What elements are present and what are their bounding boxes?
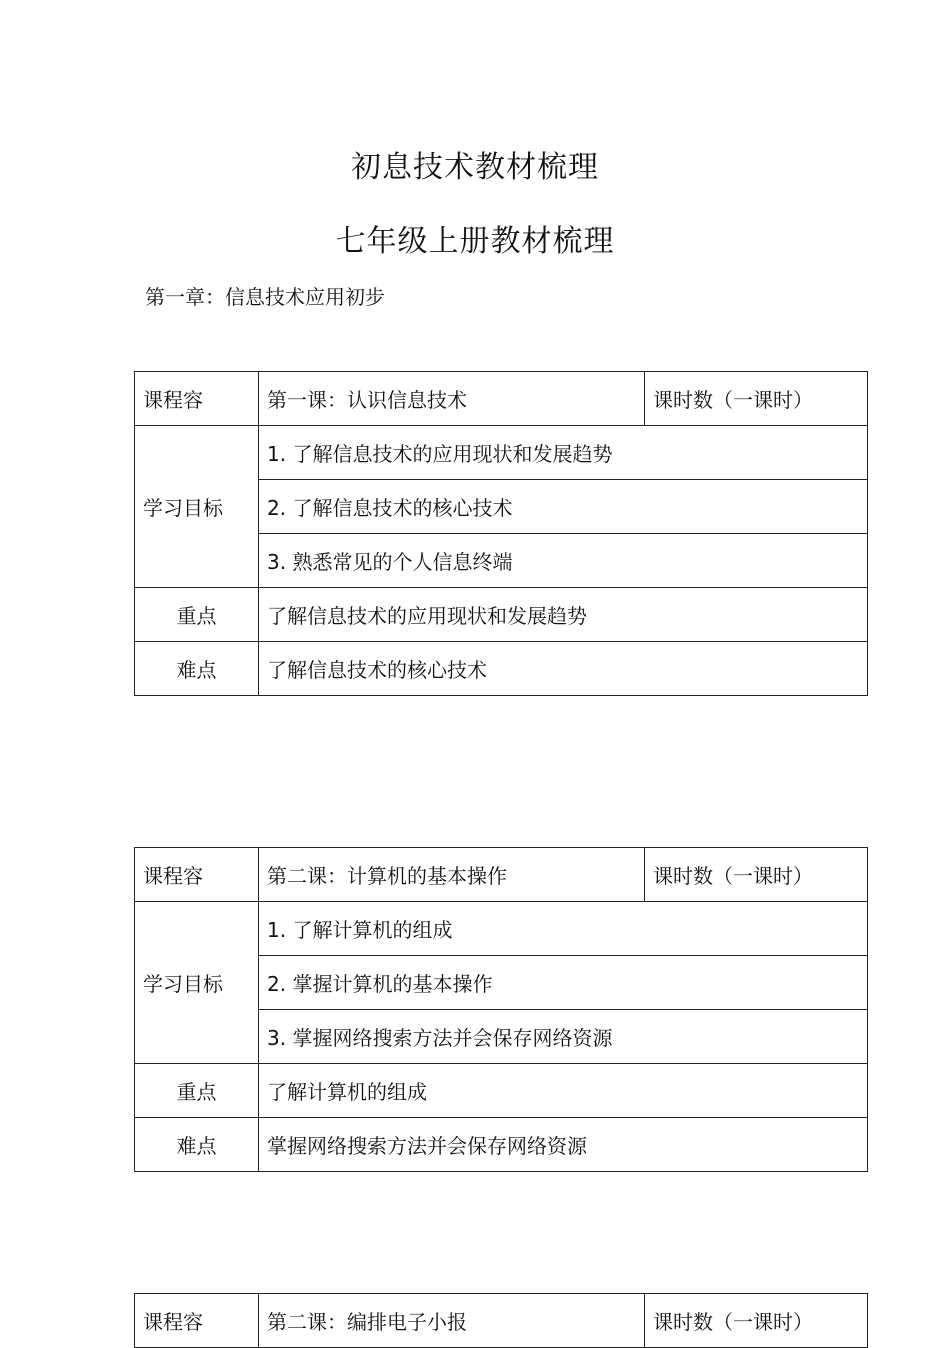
- goal-item: 2. 了解信息技术的核心技术: [259, 480, 868, 534]
- course-label: 课程容: [135, 372, 259, 426]
- goal-item: 3. 熟悉常见的个人信息终端: [259, 534, 868, 588]
- difficult-point: 掌握网络搜索方法并会保存网络资源: [259, 1118, 868, 1172]
- lesson-hours: 课时数（一课时）: [645, 848, 868, 902]
- lesson-table-1: [134, 371, 868, 696]
- lesson-name: 第二课：编排电子小报: [259, 1294, 645, 1348]
- lesson-table-2: [134, 847, 868, 1172]
- table-row: [135, 848, 868, 902]
- course-label: 课程容: [135, 1294, 259, 1348]
- difficult-point: 了解信息技术的核心技术: [259, 642, 868, 696]
- course-label: 课程容: [135, 848, 259, 902]
- lesson-hours: 课时数（一课时）: [645, 1294, 868, 1348]
- table-row: [135, 372, 868, 426]
- goals-label: 学习目标: [135, 426, 259, 588]
- table-row: [135, 426, 868, 480]
- table-row: [135, 1118, 868, 1172]
- lesson-name: 第一课：认识信息技术: [259, 372, 645, 426]
- difficult-label: 难点: [135, 1118, 259, 1172]
- goals-label: 学习目标: [135, 902, 259, 1064]
- key-label: 重点: [135, 1064, 259, 1118]
- table-row: [135, 1294, 868, 1348]
- chapter-heading: 第一章：信息技术应用初步: [145, 285, 385, 309]
- table-row: [135, 1064, 868, 1118]
- goal-item: 2. 掌握计算机的基本操作: [259, 956, 868, 1010]
- key-point: 了解计算机的组成: [259, 1064, 868, 1118]
- goal-item: 1. 了解信息技术的应用现状和发展趋势: [259, 426, 868, 480]
- lesson-table-3: [134, 1293, 868, 1348]
- document-subtitle: 七年级上册教材梳理: [335, 224, 615, 259]
- table-row: [135, 588, 868, 642]
- lesson-name: 第二课：计算机的基本操作: [259, 848, 645, 902]
- table-row: [135, 642, 868, 696]
- table-row: [135, 902, 868, 956]
- document-title: 初息技术教材梳理: [351, 150, 599, 185]
- goal-item: 3. 掌握网络搜索方法并会保存网络资源: [259, 1010, 868, 1064]
- key-label: 重点: [135, 588, 259, 642]
- goal-item: 1. 了解计算机的组成: [259, 902, 868, 956]
- lesson-hours: 课时数（一课时）: [645, 372, 868, 426]
- key-point: 了解信息技术的应用现状和发展趋势: [259, 588, 868, 642]
- difficult-label: 难点: [135, 642, 259, 696]
